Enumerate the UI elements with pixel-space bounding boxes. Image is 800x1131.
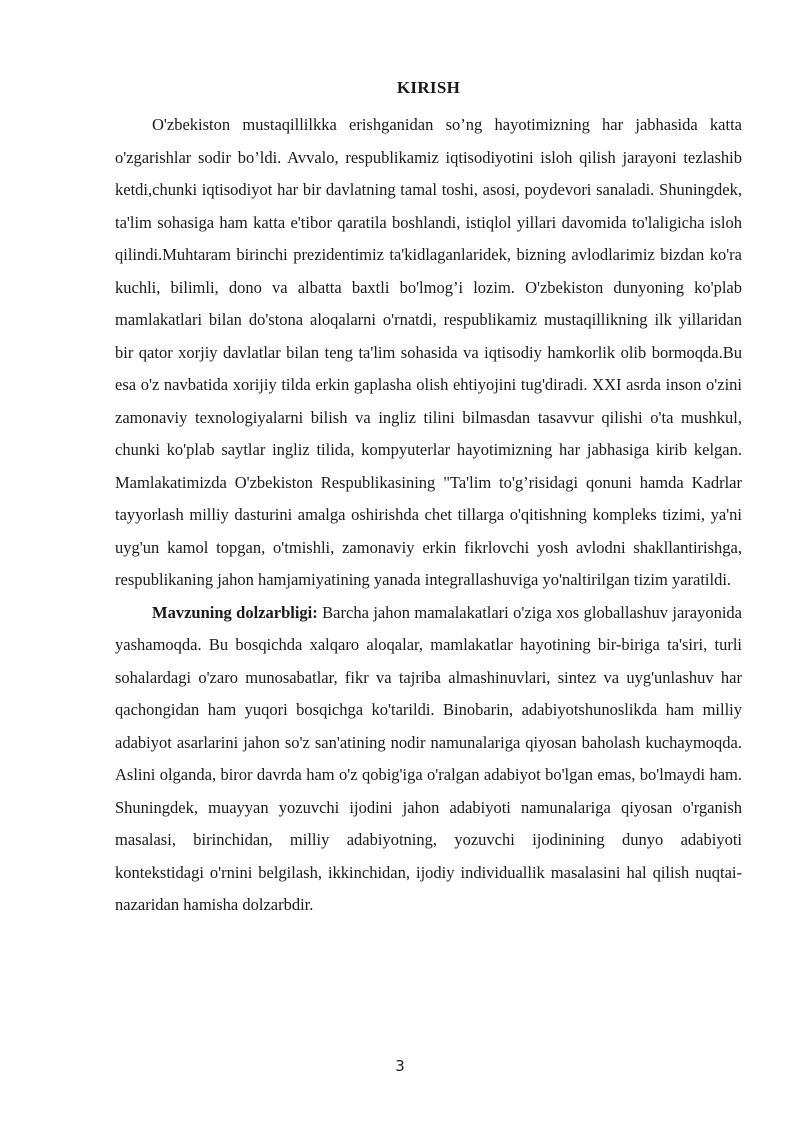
relevance-heading: Mavzuning dolzarbligi: [152,602,318,622]
relevance-paragraph [115,597,742,922]
intro-paragraph: O'zbekiston mustaqillilkka erishganidan so’ng hayotimizning har jabhasida katta o'zgarishlar sodir bo’ldi. Avvalo, respublikamiz iqtisodiyotini isloh qilish jarayoni tezlashib ketdi,chunki iqtisodiyot har bir davlatning tamal toshi, asosi, poydevori sanaladi. Shuningdek, ta'lim sohasiga ham katta e'tibor qaratila boshlandi, istiqlol yillari davomida to'laligicha isloh qilindi.Muhtaram birinchi prezidentimiz ta'kidlaganlaridek, bizning avlodlarimiz bizdan ko'ra kuchli, bilimli, dono va albatta baxtli bo'lmog’i lozim. O'zbekiston dunyoning ko'plab mamlakatlari bilan do'stona aloqalarni o'rnatdi, respublikamiz mustaqillikning ilk yillaridan bir qator xorjiy davlatlar bilan teng ta'lim sohasida va iqtisodiy hamkorlik olib bormoqda.Bu esa o'z navbatida xorijiy tilda erkin gaplasha olish ehtiyojini tug'diradi. XXI asrda inson o'zini zamonaviy texnologiyalarni bilish va ingliz tilini bilmasdan tasavvur qilishi o'ta mushkul, chunki ko'plab saytlar ingliz tilida, kompyuterlar hayotimizning har jabhasiga kirib kelgan. Mamlakatimizda O'zbekiston Respublikasining "Ta'lim to'g’risidagi qonuni hamda Kadrlar tayyorlash milliy dasturini amalga oshirishda chet tillarga o'qitishning kompleks tizimi, ya'ni uyg'un kamol topgan, o'tmishli, zamonaviy erkin fikrlovchi yosh avlodni shakllantirishga, respublikaning jahon hamjamiyatining yanada integrallashuviga yo'naltirilgan tizim yaratildi. [115,115,742,589]
relevance-text: Barcha jahon mamalakatlari o'ziga xos globallashuv jarayonida yashamoqda. Bu bosqichda xalqaro aloqalar, mamlakatlar hayotining bir-biriga ta'siri, turli sohalardagi o'zaro munosabatlar, fikr va tajriba almashinuvlari, sintez va uyg'unlashuv har qachongidan ham yuqori bosqichga ko'tarildi. Binobarin, adabiyotshunoslikda ham milliy adabiyot asarlarini jahon so'z san'atining nodir namunalariga qiyosan baholash kuchaymoqda. Aslini olganda, biror davrda ham o'z qobig'iga o'ralgan adabiyot bo'lgan emas, bo'lmaydi ham. Shuningdek, muayyan yozuvchi ijodini jahon adabiyoti namunalariga qiyosan o'rganish masalasi, birinchidan, milliy adabiyotning, yozuvchi ijodinining dunyo adabiyoti kontekstidagi o'rnini belgilash, ikkinchidan, ijodiy individuallik masalasini hal qilish nuqtai- nazaridan hamisha dolzarbdir. [115,602,743,914]
page-number: 3 [395,1057,405,1075]
section-title: KIRISH [396,78,461,97]
document-body [115,76,742,922]
